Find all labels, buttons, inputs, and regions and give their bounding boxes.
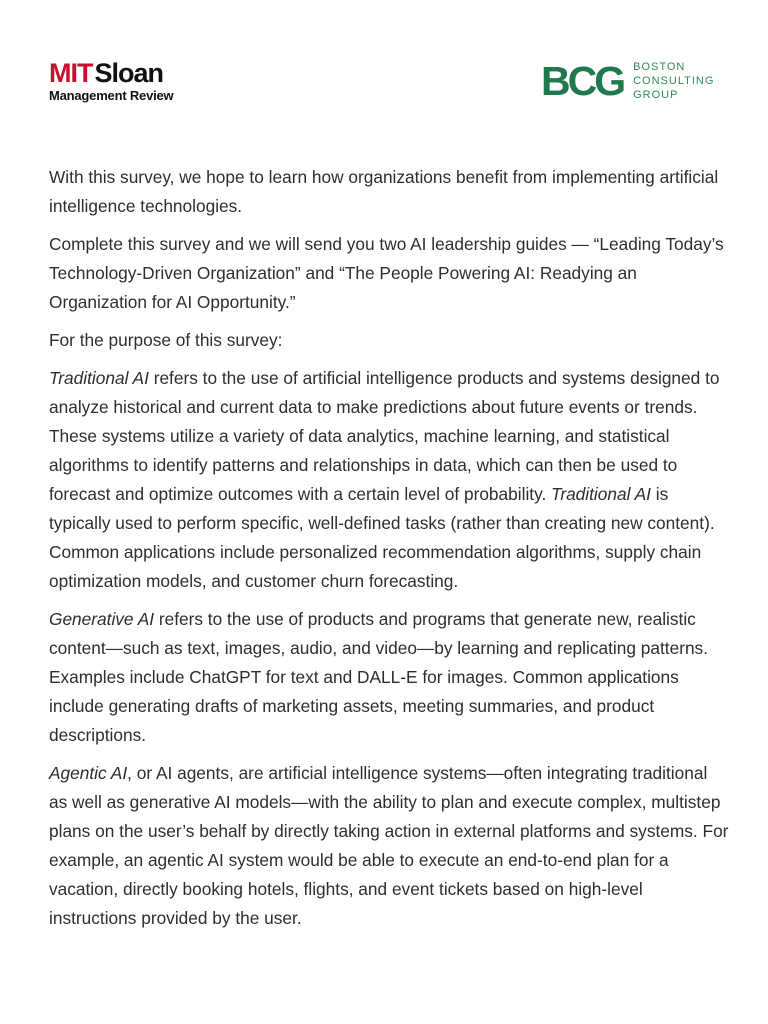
agentic-ai-term: Agentic AI — [49, 763, 128, 783]
generative-ai-paragraph — [49, 605, 729, 750]
generative-ai-term: Generative AI — [49, 609, 155, 629]
agentic-ai-text: , or AI agents, are artificial intelligence systems—often integrating traditional as well as generative AI models—with the ability to plan and execute complex, multistep plans on the user’s behalf by directly taking action in external platforms and systems. For example, an agentic AI system would be able to execute an end-to-end plan for a vacation, directly booking hotels, flights, and event tickets based on high-level instructions provided by the user. — [49, 763, 729, 928]
mit-logo-sloan: Sloan — [94, 58, 164, 88]
offer-paragraph: Complete this survey and we will send you two AI leadership guides — “Leading Today’s Technology-Driven Organization” and “The People Powering AI: Readying an Organization for AI Opportunity.” — [49, 234, 724, 312]
bcg-logo-line3: GROUP — [633, 89, 679, 101]
survey-intro — [49, 163, 729, 942]
traditional-ai-term: Traditional AI — [49, 368, 149, 388]
mit-logo-wordmark — [49, 60, 173, 87]
intro-paragraph: With this survey, we hope to learn how organizations benefit from implementing artificial intelligence technologies. — [49, 167, 719, 216]
bcg-logo-mark: BCG — [541, 57, 624, 104]
generative-ai-text: refers to the use of products and programs that generate new, realistic content—such as text, images, audio, and video—by learning and replicating patterns. Examples include ChatGPT for text and DALL-E for images. Common applications include generating drafts of marketing assets, meeting summaries, and product descriptions. — [49, 609, 708, 745]
bcg-logo-line1: BOSTON — [633, 61, 686, 73]
bcg-logo — [541, 57, 715, 104]
traditional-ai-text-a: refers to the use of artificial intelligence products and systems designed to analyze historical and current data to make predictions about future events or trends. These systems utilize a variety of data analytics, machine learning, and statistical algorithms to identify patterns and relationships in data, which can then be used to forecast and optimize outcomes with a certain level of probability. — [49, 368, 720, 504]
traditional-ai-term-2: Traditional AI — [551, 484, 651, 504]
mit-sloan-logo — [49, 60, 173, 102]
mit-logo-mit: MIT — [49, 58, 93, 88]
bcg-logo-line2: CONSULTING — [633, 75, 715, 87]
page-header — [0, 0, 768, 130]
traditional-ai-paragraph — [49, 364, 729, 596]
purpose-paragraph: For the purpose of this survey: — [49, 330, 283, 350]
mit-logo-subtitle: Management Review — [49, 88, 174, 103]
traditional-ai-text-b: is typically used to perform specific, well-defined tasks (rather than creating new content). Common applications include personalized recommendation algorithms, supply chain optimization models, and customer churn forecasting. — [49, 484, 715, 591]
agentic-ai-paragraph — [49, 759, 729, 933]
bcg-logo-text — [633, 60, 714, 102]
